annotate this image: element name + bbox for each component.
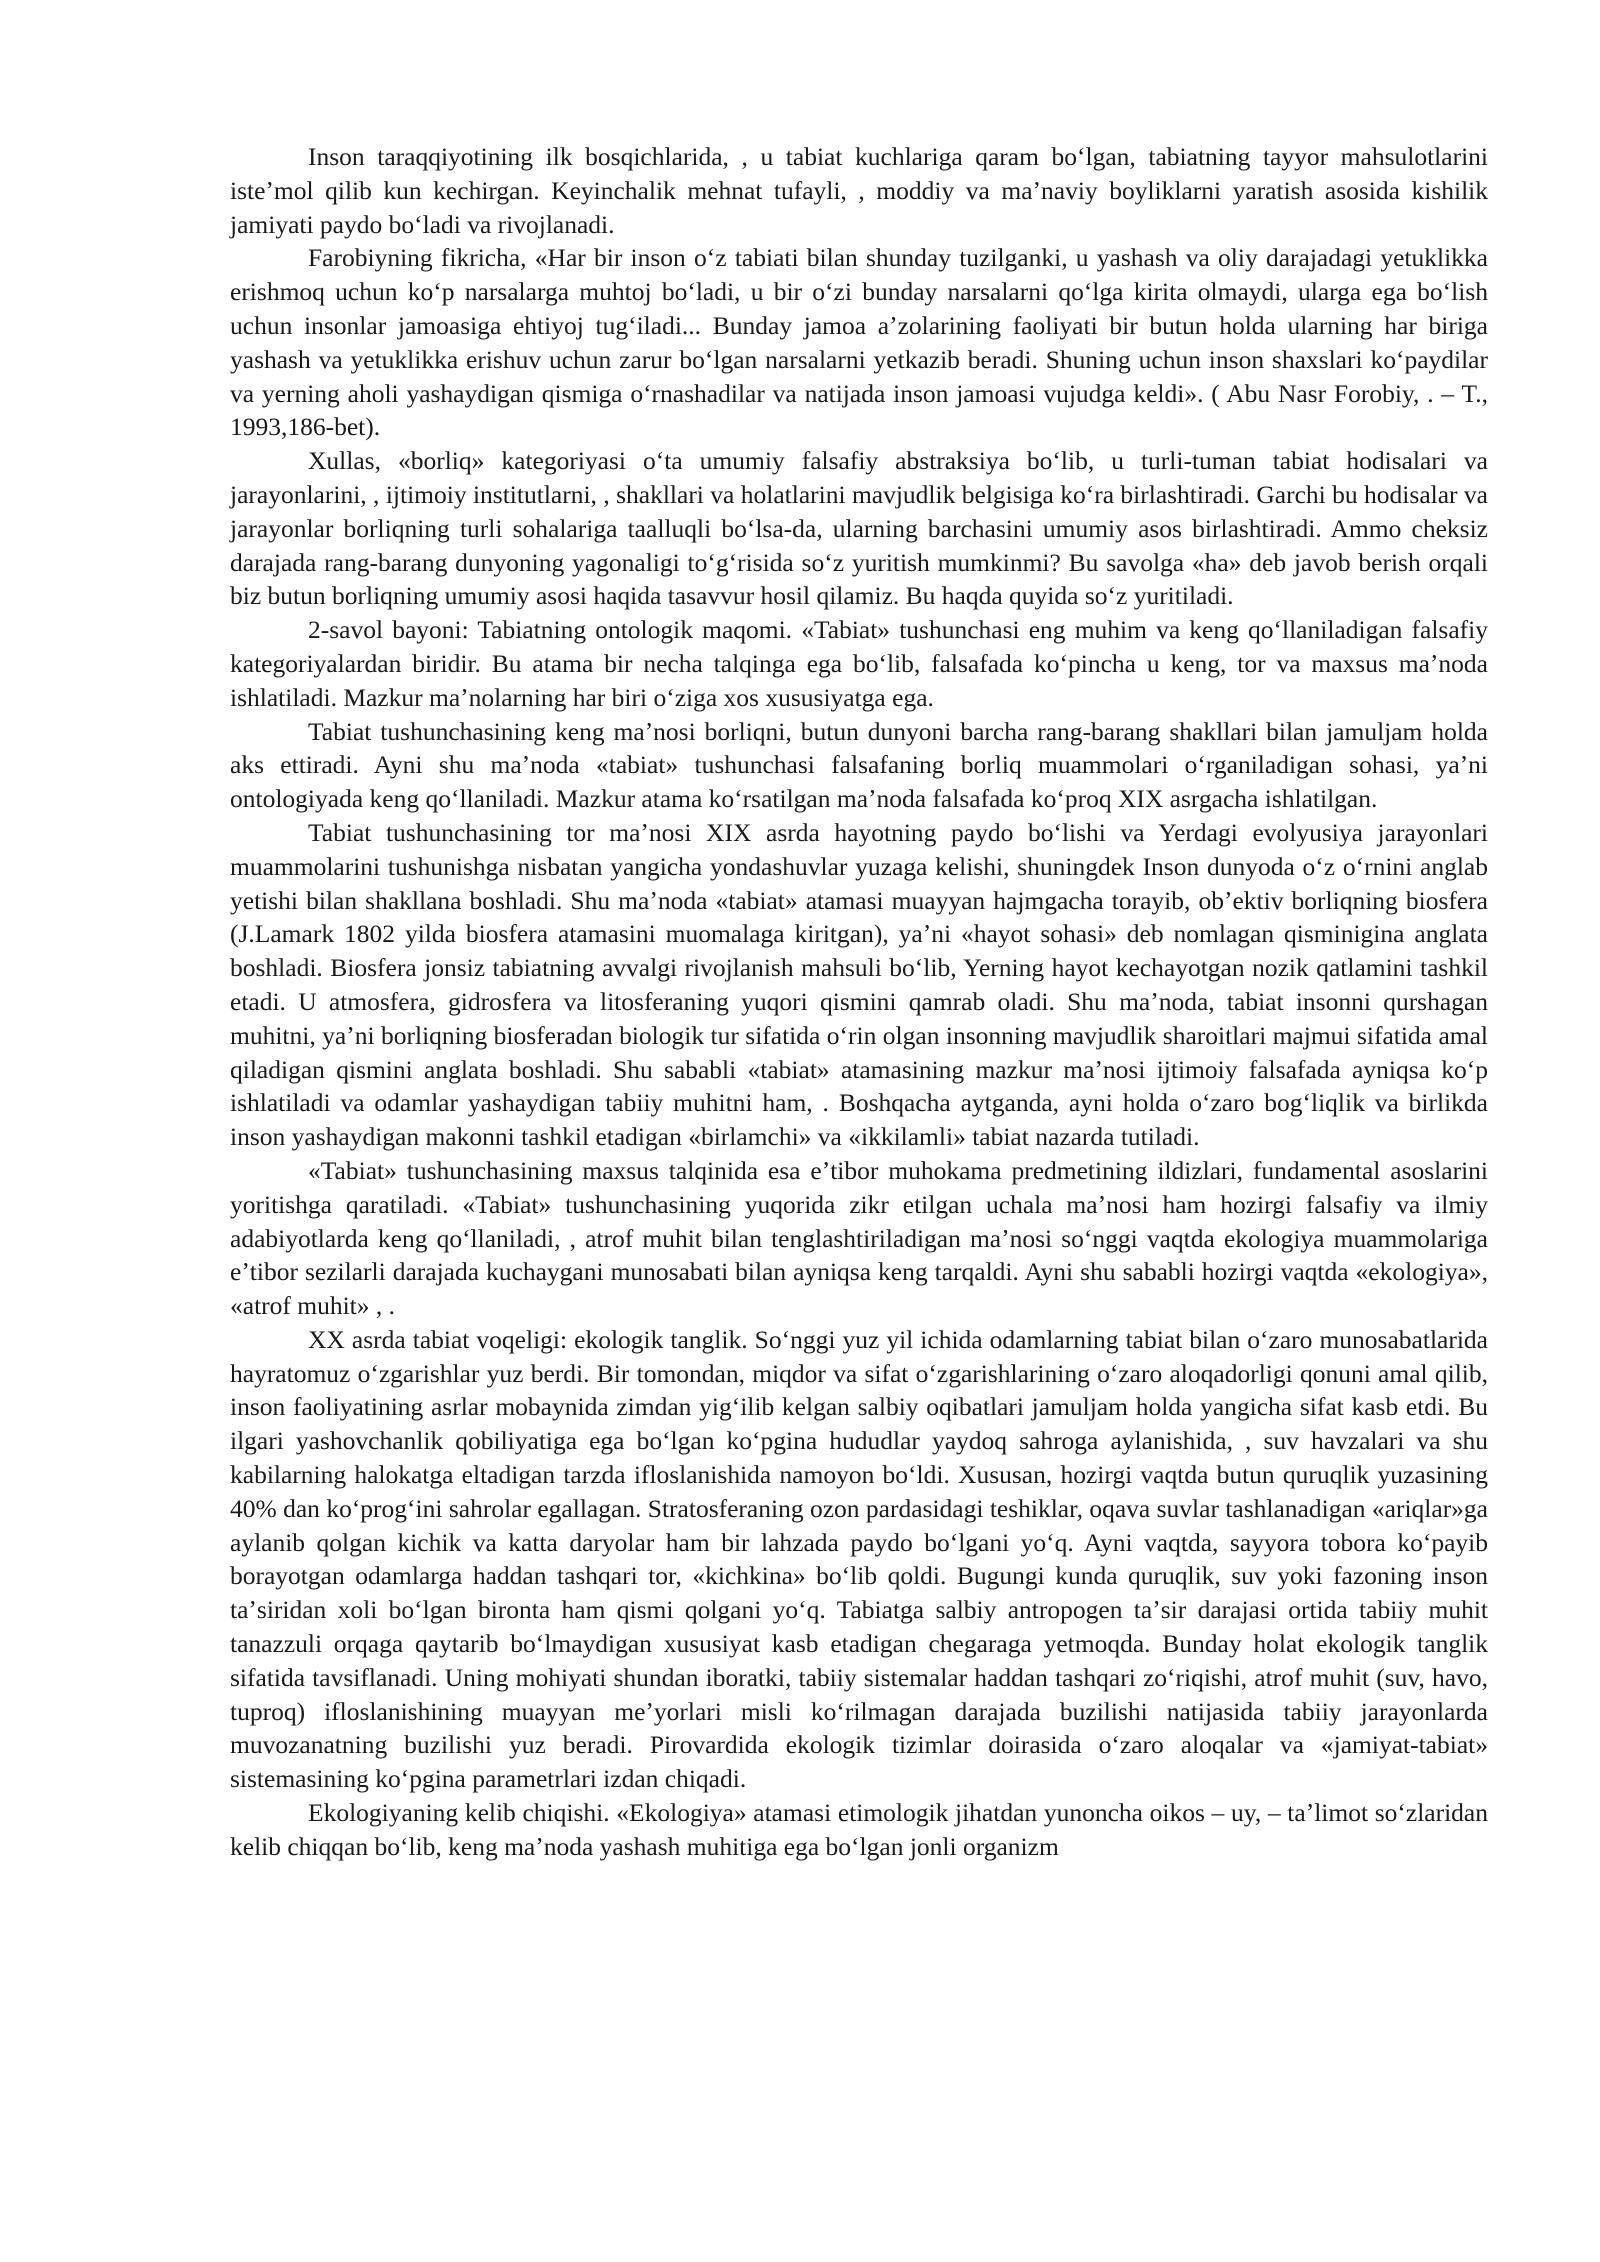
paragraph: Inson taraqqiyotining ilk bosqichlarida, , u tabiat kuchlariga qaram boʻlgan, tabiatning tayyor mahsulotlarini isteʼmol qilib kun kechirgan. Keyinchalik mehnat tufayli, , moddiy va maʼnaviy boyliklarni yaratish asosida kishilik jamiyati paydo boʻladi va rivojlanadi. [230, 142, 1488, 239]
paragraph: Ekologiyaning kelib chiqishi. «Ekologiya» atamasi etimologik jihatdan yunoncha oikos – uy, – taʼlimot soʻzlaridan kelib chiqqan boʻlib, keng maʼnoda yashash muhitiga ega boʻlgan jonli organizm [230, 1798, 1488, 1861]
paragraph: Tabiat tushunchasining tor maʼnosi XIX asrda hayotning paydo boʻlishi va Yerdagi evolyusiya jarayonlari muammolarini tushunishga nisbatan yangicha yondashuvlar yuzaga kelishi, shuningdek Inson dunyoda oʻz oʻrnini anglab yetishi bilan shakllana boshladi. Shu maʼnoda «tabiat» atamasi muayyan hajmgacha torayib, obʼektiv borliqning biosfera (J.Lamark 1802 yilda biosfera atamasini muomalaga kiritgan), yaʼni «hayot sohasi» deb nomlagan qisminigina anglata boshladi. Biosfera jonsiz tabiatning avvalgi rivojlanish mahsuli boʻlib, Yerning hayot kechayotgan nozik qatlamini tashkil etadi. U atmosfera, gidrosfera va litosferaning yuqori qismini qamrab oladi. Shu maʼnoda, tabiat insonni qurshagan muhitni, yaʼni borliqning biosferadan biologik tur sifatida oʻrin olgan insonning mavjudlik sharoitlari majmui sifatida amal qiladigan qismini anglata boshladi. Shu sababli «tabiat» atamasining mazkur maʼnosi ijtimoiy falsafada ayniqsa koʻp ishlatiladi va odamlar yashaydigan tabiiy muhitni ham, . Boshqacha aytganda, ayni holda oʻzaro bogʻliqlik va birlikda inson yashaydigan makonni tashkil etadigan «birlamchi» va «ikkilamli» tabiat nazarda tutiladi. [230, 817, 1488, 1152]
paragraph: Xullas, «borliq» kategoriyasi oʻta umumiy falsafiy abstraksiya boʻlib, u turli-tuman tabiat hodisalari va jarayonlarini, , ijtimoiy institutlarni, , shakllari va holatlarini mavjudlik belgisiga koʻra birlashtiradi. Garchi bu hodisalar va jarayonlar borliqning turli sohalariga taalluqli boʻlsa-da, ularning barchasini umumiy asos birlashtiradi. Ammo cheksiz darajada rang-barang dunyoning yagonaligi toʻgʻrisida soʻz yuritish mumkinmi? Bu savolga «ha» deb javob berish orqali biz butun borliqning umumiy asosi haqida tasavvur hosil qilamiz. Bu haqda quyida soʻz yuritiladi. [230, 446, 1488, 611]
paragraph: Farobiyning fikricha, «Har bir inson oʻz tabiati bilan shunday tuzilganki, u yashash va oliy darajadagi yetuklikka erishmoq uchun koʻp narsalarga muhtoj boʻladi, u bir oʻzi bunday narsalarni qoʻlga kirita olmaydi, ularga ega boʻlish uchun insonlar jamoasiga ehtiyoj tugʻiladi... Bunday jamoa aʼzolarining faoliyati bir butun holda ularning har biriga yashash va yetuklikka erishuv uchun zarur boʻlgan narsalarni yetkazib beradi. Shuning uchun inson shaxslari koʻpaydilar va yerning aholi yashaydigan qismiga oʻrnashadilar va natijada inson jamoasi vujudga keldi». ( Abu Nasr Forobiy, . – T., 1993,186-bet). [230, 243, 1488, 442]
paragraph: «Tabiat» tushunchasining maxsus talqinida esa eʼtibor muhokama predmetining ildizlari, fundamental asoslarini yoritishga qaratiladi. «Tabiat» tushunchasining yuqorida zikr etilgan uchala maʼnosi ham hozirgi falsafiy va ilmiy adabiyotlarda keng qoʻllaniladi, , atrof muhit bilan tenglashtiriladigan maʼnosi soʻnggi vaqtda ekologiya muammolariga eʼtibor sezilarli darajada kuchaygani munosabati bilan ayniqsa keng tarqaldi. Ayni shu sababli hozirgi vaqtda «ekologiya», «atrof muhit» , . [230, 1155, 1488, 1321]
paragraph: XX asrda tabiat voqeligi: ekologik tanglik. Soʻnggi yuz yil ichida odamlarning tabiat bilan oʻzaro munosabatlarida hayratomuz oʻzgarishlar yuz berdi. Bir tomondan, miqdor va sifat oʻzgarishlarining oʻzaro aloqadorligi qonuni amal qilib, inson faoliyatining asrlar mobaynida zimdan yigʻilib kelgan salbiy oqibatlari jamuljam holda yangicha sifat kasb etdi. Bu ilgari yashovchanlik qobiliyatiga ega boʻlgan koʻpgina hududlar yaydoq sahroga aylanishida, , suv havzalari va shu kabilarning halokatga eltadigan tarzda ifloslanishida namoyon boʻldi. Xususan, hozirgi vaqtda butun quruqlik yuzasining 40% dan koʻprogʻini sahrolar egallagan. Stratosferaning ozon pardasidagi teshiklar, oqava suvlar tashlanadigan «ariqlar»ga aylanib qolgan kichik va katta daryolar ham bir lahzada paydo boʻlgani yoʻq. Ayni vaqtda, sayyora tobora koʻpayib borayotgan odamlarga haddan tashqari tor, «kichkina» boʻlib qoldi. Bugungi kunda quruqlik, suv yoki fazoning inson taʼsiridan xoli boʻlgan bironta ham qismi qolgani yoʻq. Tabiatga salbiy antropogen taʼsir darajasi ortida tabiiy muhit tanazzuli orqaga qaytarib boʻlmaydigan xususiyat kasb etadigan chegaraga yetmoqda. Bunday holat ekologik tanglik sifatida tavsiflanadi. Uning mohiyati shundan iboratki, tabiiy sistemalar haddan tashqari zoʻriqishi, atrof muhit (suv, havo, tuproq) ifloslanishining muayyan meʼyorlari misli koʻrilmagan darajada buzilishi natijasida tabiiy jarayonlarda muvozanatning buzilishi yuz beradi. Pirovardida ekologik tizimlar doirasida oʻzaro aloqalar va «jamiyat-tabiat» sistemasining koʻpgina parametrlari izdan chiqadi. [230, 1324, 1488, 1794]
paragraph: Tabiat tushunchasining keng maʼnosi borliqni, butun dunyoni barcha rang-barang shakllari bilan jamuljam holda aks ettiradi. Ayni shu maʼnoda «tabiat» tushunchasi falsafaning borliq muammolari oʻrganiladigan sohasi, yaʼni ontologiyada keng qoʻllaniladi. Mazkur atama koʻrsatilgan maʼnoda falsafada koʻproq XIX asrgacha ishlatilgan. [230, 716, 1488, 814]
paragraph: 2-savol bayoni: Tabiatning ontologik maqomi. «Tabiat» tushunchasi eng muhim va keng qoʻllaniladigan falsafiy kategoriyalardan biridir. Bu atama bir necha talqinga ega boʻlib, falsafada koʻpincha u keng, tor va maxsus maʼnoda ishlatiladi. Mazkur maʼnolarning har biri oʻziga xos xususiyatga ega. [230, 615, 1488, 712]
document-page [230, 140, 1488, 1864]
